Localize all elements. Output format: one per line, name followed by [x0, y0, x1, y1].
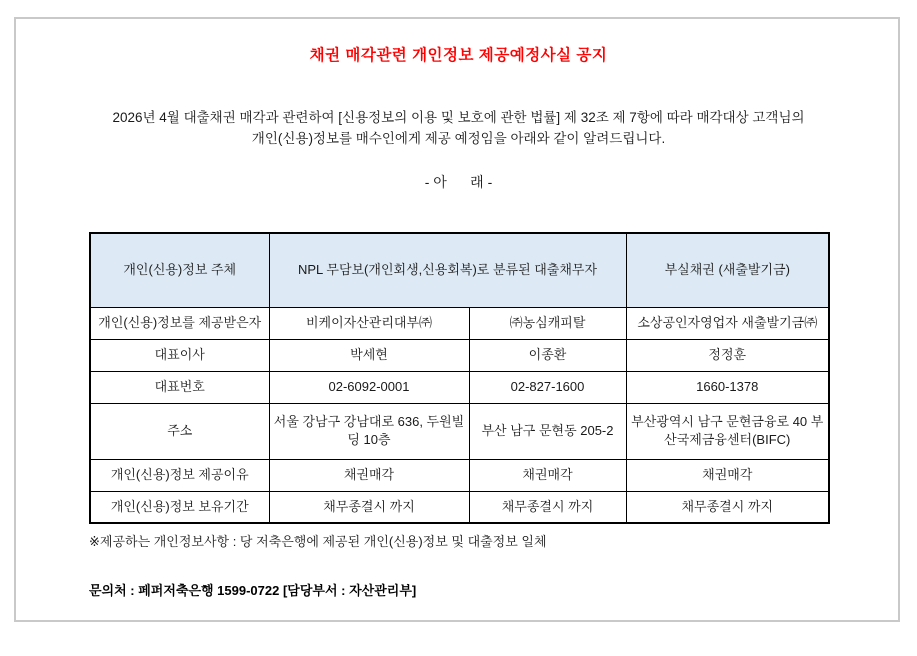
cell-value: 부산광역시 남구 문현금융로 40 부산국제금융센터(BIFC)	[626, 403, 829, 459]
intro-line-1: 2026년 4월 대출채권 매각과 관련하여 [신용정보의 이용 및 보호에 관한 법률] 제 32조 제 7항에 따라 매각대상 고객님의	[112, 110, 805, 125]
intro-line-2: 개인(신용)정보를 매수인에게 제공 예정임을 아래와 같이 알려드립니다.	[251, 131, 666, 146]
provision-table	[89, 232, 830, 524]
table-row-address	[90, 403, 829, 459]
cell-value: 이종환	[469, 339, 626, 371]
below-divider: - 아 래 -	[424, 174, 493, 190]
table-row-receiver	[90, 307, 829, 339]
cell-value: ㈜농심캐피탈	[469, 307, 626, 339]
cell-value: 채무종결시 까지	[626, 491, 829, 523]
cell-value: 채무종결시 까지	[269, 491, 469, 523]
cell-value: 부산 남구 문현동 205-2	[469, 403, 626, 459]
row-label: 대표번호	[90, 371, 269, 403]
footnote: ※제공하는 개인정보사항 : 당 저축은행에 제공된 개인(신용)정보 및 대출정보 일체	[89, 534, 547, 549]
cell-value: 박세현	[269, 339, 469, 371]
table-header-row	[90, 233, 829, 307]
header-subject: 개인(신용)정보 주체	[90, 233, 269, 307]
cell-value: 정정훈	[626, 339, 829, 371]
table-row-reason	[90, 459, 829, 491]
cell-value: 비케이자산관리대부㈜	[269, 307, 469, 339]
cell-value: 1660-1378	[626, 371, 829, 403]
table-row-ceo	[90, 339, 829, 371]
header-bad-debt: 부실채권 (새출발기금)	[626, 233, 829, 307]
row-label: 개인(신용)정보 보유기간	[90, 491, 269, 523]
cell-value: 채권매각	[269, 459, 469, 491]
row-label: 대표이사	[90, 339, 269, 371]
table-row-retention	[90, 491, 829, 523]
cell-value: 02-827-1600	[469, 371, 626, 403]
intro-paragraph	[0, 107, 917, 149]
header-npl-group: NPL 무담보(개인회생,신용회복)로 분류된 대출채무자	[269, 233, 626, 307]
row-label: 개인(신용)정보를 제공받은자	[90, 307, 269, 339]
table-row-phone	[90, 371, 829, 403]
row-label: 주소	[90, 403, 269, 459]
contact-info: 문의처 : 페퍼저축은행 1599-0722 [담당부서 : 자산관리부]	[89, 583, 417, 598]
cell-value: 채권매각	[626, 459, 829, 491]
cell-value: 서울 강남구 강남대로 636, 두원빌딩 10층	[269, 403, 469, 459]
cell-value: 소상공인자영업자 새출발기금㈜	[626, 307, 829, 339]
cell-value: 채무종결시 까지	[469, 491, 626, 523]
row-label: 개인(신용)정보 제공이유	[90, 459, 269, 491]
page-title: 채권 매각관련 개인정보 제공예정사실 공지	[309, 47, 608, 64]
cell-value: 02-6092-0001	[269, 371, 469, 403]
cell-value: 채권매각	[469, 459, 626, 491]
